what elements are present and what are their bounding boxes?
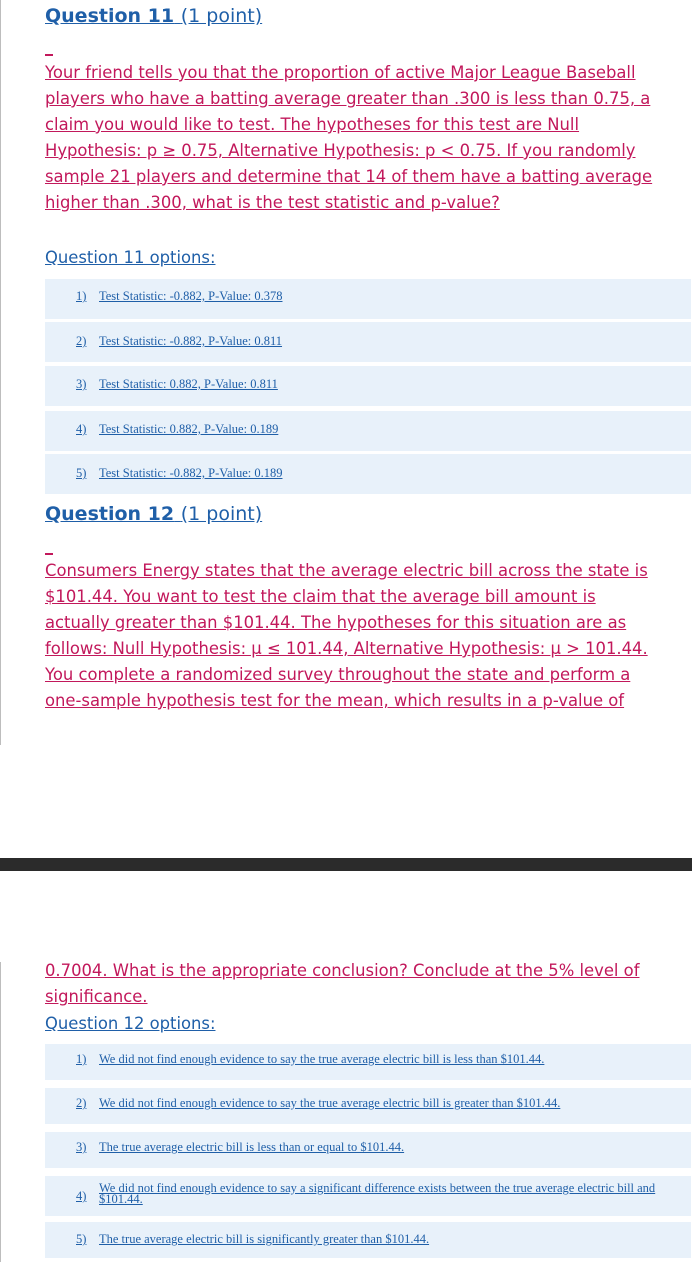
option-row[interactable] [45, 1086, 691, 1124]
option-text[interactable]: Test Statistic: 0.882, P-Value: 0.811 [99, 377, 278, 391]
question-12-text-part2: 0.7004. What is the appropriate conclusion? Conclude at the 5% level of significance. [45, 961, 640, 1006]
option-number: 5) [76, 466, 87, 480]
option-text[interactable]: We did not find enough evidence to say a significant difference exists between the true average electric bill and $101.44. [99, 1181, 656, 1206]
option-text[interactable]: Test Statistic: -0.882, P-Value: 0.378 [99, 289, 283, 303]
option-row[interactable] [45, 1174, 691, 1216]
question-title-text: Question 11 [45, 5, 175, 27]
question-12-title [45, 503, 262, 525]
question-points: (1 point) [180, 503, 263, 525]
option-row[interactable] [45, 409, 691, 451]
option-number: 2) [76, 334, 87, 348]
option-number: 3) [76, 1140, 87, 1154]
option-row[interactable] [45, 277, 691, 319]
option-row[interactable] [45, 320, 691, 362]
question-11-text: Your friend tells you that the proportion of active Major League Baseball players who have a batting average greater than .300 is less than 0.75, a claim you would like to test. The hypotheses for this test are Null Hypothesis: p ≥ 0.75, Alternative Hypothesis: p < 0.75. If you randomly sample 21 players and determine that 14 of them have a batting average higher than .300, what is the test statistic and p-value? [45, 63, 653, 212]
option-text[interactable]: Test Statistic: 0.882, P-Value: 0.189 [99, 422, 279, 436]
question-11-options-heading: Question 11 options: [45, 248, 216, 267]
option-row[interactable] [45, 452, 691, 494]
option-number: 1) [76, 289, 87, 303]
question-12-continued-section [0, 962, 692, 1262]
option-row[interactable] [45, 364, 691, 406]
option-text[interactable]: We did not find enough evidence to say the true average electric bill is greater than $101.44. [99, 1096, 561, 1110]
option-number: 2) [76, 1096, 87, 1110]
option-number: 1) [76, 1052, 87, 1066]
option-text[interactable]: The true average electric bill is significantly greater than $101.44. [99, 1232, 430, 1246]
option-row[interactable] [45, 1130, 691, 1168]
question-11-title [45, 5, 262, 27]
option-text[interactable]: We did not find enough evidence to say the true average electric bill is less than $101.44. [99, 1052, 545, 1066]
option-row[interactable] [45, 1042, 691, 1080]
question-title-text: Question 12 [45, 503, 175, 525]
question-12-text-part1: Consumers Energy states that the average electric bill across the state is $101.44. You want to test the claim that the average bill amount is actually greater than $101.44. The hypotheses for this situation are as follows: Null Hypothesis: μ ≤ 101.44, Alternative Hypothesis: μ > 101.44. You complete a randomized survey throughout the state and perform a one-sample hypothesis test for the mean, which results in a p-value of [45, 561, 648, 710]
option-text[interactable]: Test Statistic: -0.882, P-Value: 0.811 [99, 334, 283, 348]
question-marker [45, 553, 53, 555]
option-number: 4) [76, 1189, 87, 1203]
question-points: (1 point) [180, 5, 263, 27]
option-number: 3) [76, 377, 87, 391]
question-marker [45, 54, 53, 56]
question-12-options-heading: Question 12 options: [45, 1014, 216, 1033]
page-divider [0, 858, 692, 871]
option-row[interactable] [45, 1220, 691, 1258]
option-number: 4) [76, 422, 87, 436]
option-number: 5) [76, 1232, 87, 1246]
option-text[interactable]: Test Statistic: -0.882, P-Value: 0.189 [99, 466, 283, 480]
option-text[interactable]: The true average electric bill is less than or equal to $101.44. [99, 1140, 405, 1154]
